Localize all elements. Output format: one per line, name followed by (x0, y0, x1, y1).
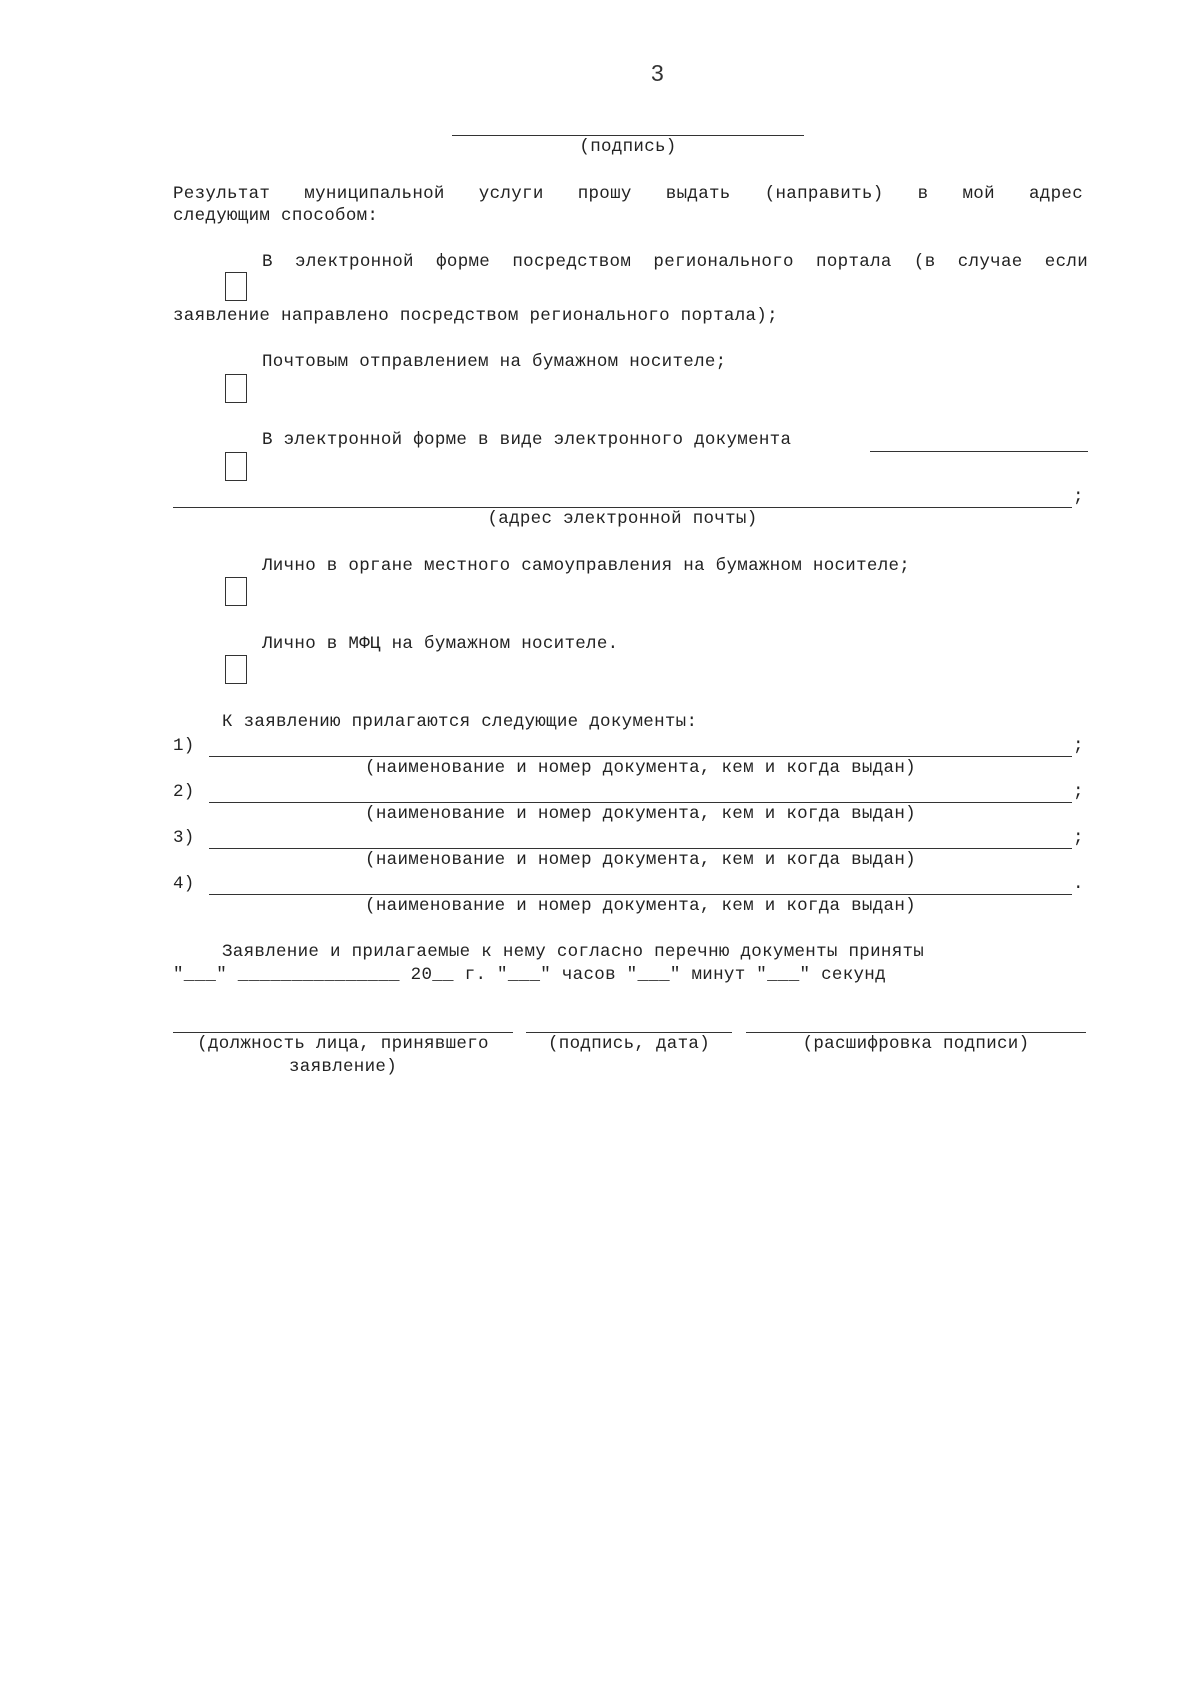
option-electronic-portal-checkbox[interactable] (225, 272, 247, 301)
decoding-caption: (расшифровка подписи) (802, 1034, 1030, 1054)
attachment-line[interactable] (209, 756, 1072, 757)
position-line[interactable] (173, 1032, 513, 1033)
attachment-number: 3) (173, 828, 195, 848)
attachment-line[interactable] (209, 894, 1072, 895)
attachment-number: 1) (173, 736, 195, 756)
position-caption-line1: (должность лица, принявшего (197, 1034, 489, 1054)
attachment-line-end: ; (1073, 828, 1084, 848)
attachment-caption: (наименование и номер документа, кем и когда выдан) (365, 804, 916, 824)
signature-caption: (подпись) (579, 137, 677, 157)
signature-line[interactable] (452, 135, 804, 136)
option-postal-label: Почтовым отправлением на бумажном носителе; (262, 352, 727, 372)
option-mfc-checkbox[interactable] (225, 655, 247, 684)
email-caption: (адрес электронной почты) (487, 509, 758, 529)
sign-date-line[interactable] (526, 1032, 732, 1033)
attachment-caption: (наименование и номер документа, кем и когда выдан) (365, 850, 916, 870)
option-postal-checkbox[interactable] (225, 374, 247, 403)
page-number: 3 (650, 60, 665, 86)
sign-date-caption: (подпись, дата) (547, 1034, 711, 1054)
attachment-line-end: ; (1073, 736, 1084, 756)
email-line-part1[interactable] (870, 451, 1088, 452)
acceptance-line1: Заявление и прилагаемые к нему согласно перечню документы приняты (222, 942, 925, 962)
email-line-part2[interactable] (173, 507, 1072, 508)
result-intro-line2: следующим способом: (173, 206, 379, 226)
result-intro-line1: Результат муниципальной услуги прошу выдать (направить) в мой адрес (173, 184, 1083, 204)
attachment-line[interactable] (209, 802, 1072, 803)
attachment-number: 4) (173, 874, 195, 894)
attachment-line-end: . (1073, 874, 1084, 894)
attachment-line-end: ; (1073, 782, 1084, 802)
acceptance-line2: "___" _______________ 20__ г. "___" часов "___" минут "___" секунд (173, 965, 886, 985)
attachment-caption: (наименование и номер документа, кем и когда выдан) (365, 758, 916, 778)
email-line-end: ; (1073, 487, 1084, 507)
option-electronic-document-checkbox[interactable] (225, 452, 247, 481)
option-electronic-portal-line1: В электронной форме посредством регионального портала (в случае если (262, 252, 1088, 272)
attachment-number: 2) (173, 782, 195, 802)
option-electronic-portal-line2: заявление направлено посредством регионального портала); (173, 306, 778, 326)
attachments-intro: К заявлению прилагаются следующие документы: (222, 712, 698, 732)
attachment-line[interactable] (209, 848, 1072, 849)
attachment-caption: (наименование и номер документа, кем и когда выдан) (365, 896, 916, 916)
option-electronic-document-label: В электронной форме в виде электронного документа (262, 430, 792, 450)
position-caption-line2: заявление) (288, 1057, 398, 1077)
option-local-authority-checkbox[interactable] (225, 577, 247, 606)
decoding-line[interactable] (746, 1032, 1086, 1033)
option-mfc-label: Лично в МФЦ на бумажном носителе. (262, 634, 619, 654)
option-local-authority-label: Лично в органе местного самоуправления на бумажном носителе; (262, 556, 911, 576)
